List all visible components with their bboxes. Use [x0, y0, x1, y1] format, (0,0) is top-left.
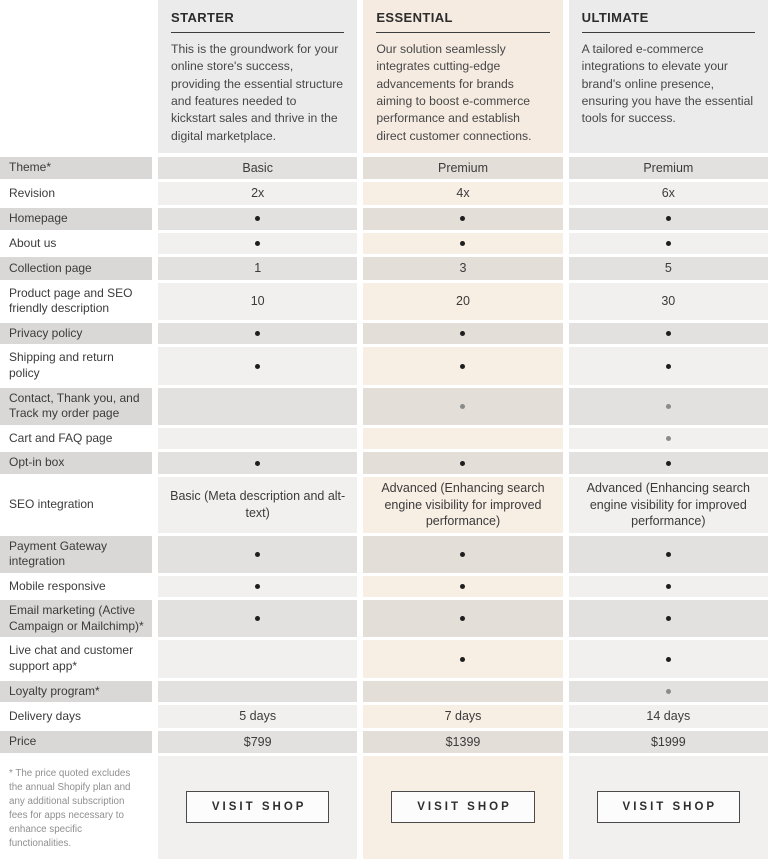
- plan-header-ultimate: [569, 0, 768, 153]
- feature-row: [0, 536, 768, 573]
- feature-value-ultimate: [569, 576, 768, 598]
- included-dot-icon: [460, 584, 465, 589]
- included-dot-icon: [255, 461, 260, 466]
- feature-row: [0, 452, 768, 474]
- included-dot-icon: [460, 216, 465, 221]
- feature-label: Cart and FAQ page: [0, 428, 152, 450]
- feature-row: [0, 208, 768, 230]
- feature-row: [0, 576, 768, 598]
- feature-value-essential: 4x: [363, 182, 562, 205]
- feature-value-ultimate: [569, 428, 768, 450]
- feature-row: [0, 323, 768, 345]
- feature-value-essential: [363, 323, 562, 345]
- feature-value-starter: [158, 233, 357, 255]
- feature-value-starter: [158, 576, 357, 598]
- feature-label: Privacy policy: [0, 323, 152, 345]
- included-dot-icon: [460, 241, 465, 246]
- feature-label: Shipping and return policy: [0, 347, 152, 384]
- feature-value-starter: 1: [158, 257, 357, 280]
- feature-value-ultimate: 14 days: [569, 705, 768, 728]
- feature-value-essential: [363, 233, 562, 255]
- included-dot-icon: [255, 216, 260, 221]
- feature-row: [0, 388, 768, 425]
- feature-value-essential: [363, 536, 562, 573]
- feature-value-ultimate: 30: [569, 283, 768, 320]
- plan-title: ESSENTIAL: [376, 10, 453, 25]
- feature-value-essential: Advanced (Enhancing search engine visibility for improved performance): [363, 477, 562, 533]
- included-dot-muted-icon: [666, 689, 671, 694]
- feature-value-ultimate: [569, 208, 768, 230]
- feature-label: About us: [0, 233, 152, 255]
- included-dot-icon: [460, 461, 465, 466]
- feature-value-essential: [363, 208, 562, 230]
- feature-row: [0, 257, 768, 280]
- feature-value-starter: [158, 452, 357, 474]
- feature-value-ultimate: [569, 347, 768, 384]
- price-footnote: * The price quoted excludes the annual Shopify plan and any additional subscription fees for apps necessary to enhance specific functionalities.: [0, 756, 152, 858]
- feature-label: Email marketing (Active Campaign or Mailchimp)*: [0, 600, 152, 637]
- included-dot-icon: [460, 616, 465, 621]
- feature-row: [0, 477, 768, 533]
- feature-value-essential: 7 days: [363, 705, 562, 728]
- plans-header: [0, 0, 768, 153]
- included-dot-icon: [666, 364, 671, 369]
- plan-description: Our solution seamlessly integrates cutting-edge advancements for brands aiming to boost e-commerce performance and establish direct customer connections.: [376, 42, 532, 143]
- feature-value-essential: [363, 428, 562, 450]
- feature-row: [0, 157, 768, 180]
- plan-description: This is the groundwork for your online store's success, providing the essential structure and features needed to kickstart sales and thrive in the digital marketplace.: [171, 42, 344, 143]
- feature-value-essential: [363, 600, 562, 637]
- plan-title: ULTIMATE: [581, 10, 649, 25]
- plan-title-underline: [582, 32, 755, 33]
- feature-value-starter: [158, 428, 357, 450]
- feature-value-essential: [363, 347, 562, 384]
- feature-label: Payment Gateway integration: [0, 536, 152, 573]
- feature-label: Loyalty program*: [0, 681, 152, 703]
- feature-value-ultimate: Premium: [569, 157, 768, 180]
- feature-value-starter: [158, 323, 357, 345]
- feature-label: Opt-in box: [0, 452, 152, 474]
- plan-header-essential: [363, 0, 562, 153]
- feature-value-starter: 10: [158, 283, 357, 320]
- feature-value-essential: [363, 452, 562, 474]
- feature-value-starter: 2x: [158, 182, 357, 205]
- included-dot-icon: [666, 216, 671, 221]
- feature-value-essential: Premium: [363, 157, 562, 180]
- included-dot-icon: [255, 616, 260, 621]
- included-dot-muted-icon: [460, 404, 465, 409]
- feature-label: Revision: [0, 182, 152, 205]
- included-dot-icon: [460, 657, 465, 662]
- feature-label: Mobile responsive: [0, 576, 152, 598]
- feature-value-starter: [158, 536, 357, 573]
- feature-label: Delivery days: [0, 705, 152, 728]
- feature-row: [0, 640, 768, 677]
- feature-row: [0, 233, 768, 255]
- feature-label: Price: [0, 731, 152, 754]
- feature-value-starter: [158, 681, 357, 703]
- feature-value-ultimate: $1999: [569, 731, 768, 754]
- feature-label: SEO integration: [0, 477, 152, 533]
- included-dot-icon: [255, 364, 260, 369]
- feature-value-starter: [158, 347, 357, 384]
- feature-value-ultimate: 5: [569, 257, 768, 280]
- feature-label: Contact, Thank you, and Track my order page: [0, 388, 152, 425]
- feature-value-starter: $799: [158, 731, 357, 754]
- feature-row: [0, 283, 768, 320]
- plan-footer-essential: [363, 756, 562, 858]
- feature-label: Homepage: [0, 208, 152, 230]
- feature-value-starter: [158, 600, 357, 637]
- feature-value-essential: [363, 640, 562, 677]
- feature-value-ultimate: [569, 452, 768, 474]
- included-dot-icon: [255, 584, 260, 589]
- included-dot-icon: [666, 657, 671, 662]
- plan-description: A tailored e-commerce integrations to elevate your brand's online presence, ensuring you have the essential tools for success.: [581, 42, 754, 126]
- feature-row: [0, 731, 768, 754]
- included-dot-icon: [255, 552, 260, 557]
- feature-value-starter: [158, 640, 357, 677]
- plan-header-starter: [158, 0, 357, 153]
- feature-row: [0, 428, 768, 450]
- included-dot-icon: [666, 616, 671, 621]
- feature-value-essential: [363, 681, 562, 703]
- feature-value-ultimate: [569, 233, 768, 255]
- feature-row: [0, 600, 768, 637]
- feature-value-ultimate: Advanced (Enhancing search engine visibility for improved performance): [569, 477, 768, 533]
- plan-footer-ultimate: [569, 756, 768, 858]
- included-dot-icon: [255, 331, 260, 336]
- feature-value-essential: [363, 576, 562, 598]
- feature-rows: [0, 157, 768, 753]
- plan-title: STARTER: [171, 10, 235, 25]
- feature-value-essential: 20: [363, 283, 562, 320]
- included-dot-icon: [666, 584, 671, 589]
- included-dot-muted-icon: [666, 404, 671, 409]
- feature-value-starter: Basic: [158, 157, 357, 180]
- feature-value-ultimate: [569, 681, 768, 703]
- included-dot-icon: [460, 364, 465, 369]
- included-dot-icon: [460, 552, 465, 557]
- feature-value-essential: [363, 388, 562, 425]
- included-dot-icon: [666, 461, 671, 466]
- feature-value-starter: Basic (Meta description and alt-text): [158, 477, 357, 533]
- feature-row: [0, 347, 768, 384]
- feature-value-essential: $1399: [363, 731, 562, 754]
- feature-label: Collection page: [0, 257, 152, 280]
- feature-label: Theme*: [0, 157, 152, 180]
- feature-row: [0, 182, 768, 205]
- footer-row: [0, 756, 768, 858]
- header-spacer: [0, 0, 152, 153]
- feature-row: [0, 681, 768, 703]
- feature-value-ultimate: [569, 640, 768, 677]
- visit-shop-button-essential[interactable]: VISIT SHOP: [391, 791, 535, 823]
- feature-label: Product page and SEO friendly description: [0, 283, 152, 320]
- plan-title-underline: [376, 32, 549, 33]
- included-dot-icon: [460, 331, 465, 336]
- included-dot-muted-icon: [666, 436, 671, 441]
- feature-value-ultimate: [569, 536, 768, 573]
- feature-value-starter: 5 days: [158, 705, 357, 728]
- included-dot-icon: [666, 552, 671, 557]
- visit-shop-button-starter[interactable]: VISIT SHOP: [186, 791, 330, 823]
- plan-footer-starter: [158, 756, 357, 858]
- feature-label: Live chat and customer support app*: [0, 640, 152, 677]
- feature-value-essential: 3: [363, 257, 562, 280]
- feature-value-ultimate: [569, 388, 768, 425]
- feature-value-ultimate: 6x: [569, 182, 768, 205]
- visit-shop-button-ultimate[interactable]: VISIT SHOP: [597, 791, 741, 823]
- included-dot-icon: [255, 241, 260, 246]
- included-dot-icon: [666, 241, 671, 246]
- feature-row: [0, 705, 768, 728]
- feature-value-ultimate: [569, 600, 768, 637]
- feature-value-starter: [158, 208, 357, 230]
- plan-title-underline: [171, 32, 344, 33]
- included-dot-icon: [666, 331, 671, 336]
- feature-value-starter: [158, 388, 357, 425]
- feature-value-ultimate: [569, 323, 768, 345]
